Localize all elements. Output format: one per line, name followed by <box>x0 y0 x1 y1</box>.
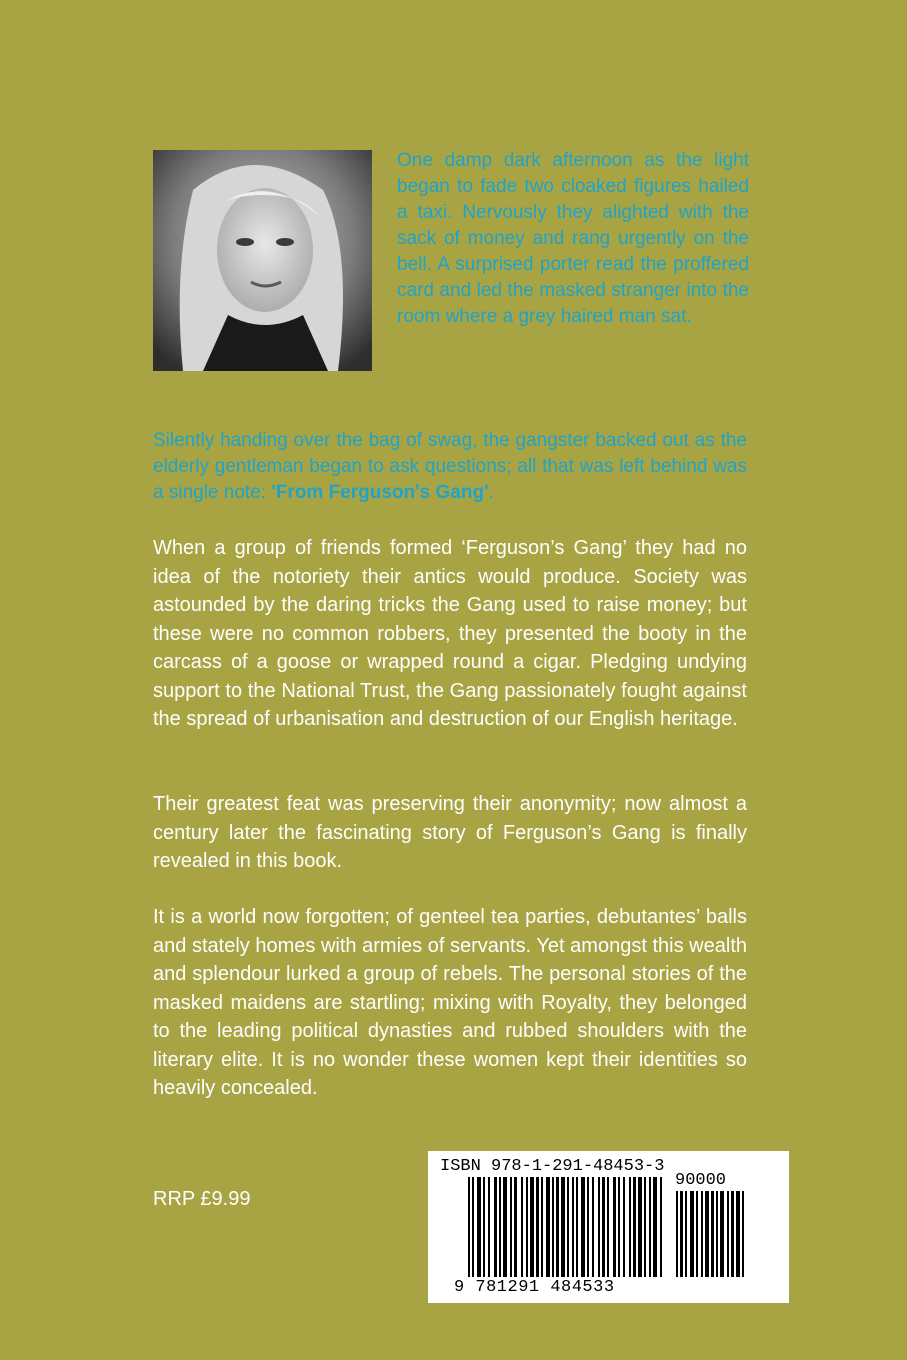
intro-paragraph: One damp dark afternoon as the light began to fade two cloaked figures hailed a taxi. Nervously they alighted with the sack of money and rang urgently on the bell. A surprised porter read the proffered card and led the masked stranger into the room where a grey haired man sat. <box>397 150 749 327</box>
isbn-label: ISBN 978-1-291-48453-3 <box>440 1157 665 1176</box>
swag-text: Silently handing over the bag of swag, the gangster backed out as the elderly gentleman began to ask questions; all that was left behind was a single note: <box>153 430 747 503</box>
price-label: RRP £9.99 <box>153 1188 251 1210</box>
swag-end: . <box>488 482 494 503</box>
isbn-barcode <box>428 1151 789 1303</box>
addon-barcode-bars <box>676 1191 771 1281</box>
ferguson-note: 'From Ferguson's Gang' <box>271 482 489 503</box>
author-portrait-illustration <box>153 150 372 371</box>
body-paragraph-3: It is a world now forgotten; of genteel tea parties, debutantes’ balls and stately homes with armies of servants. Yet amongst this wealth and splendour lurked a group of rebels. The personal stories of the masked maidens are startling; mixing with Royalty, they belonged to the leading political dynasties and rubbed shoulders with the literary elite. It is no wonder these women kept their identities so heavily concealed. <box>153 906 747 1099</box>
author-photo <box>153 150 372 371</box>
body-paragraph-2: Their greatest feat was preserving their anonymity; now almost a century later the fascinating story of Ferguson’s Gang is finally revealed in this book. <box>153 793 747 872</box>
swag-paragraph <box>153 428 747 506</box>
ean-digits: 9 781291 484533 <box>454 1278 615 1297</box>
ean-barcode-bars <box>468 1177 668 1281</box>
body-paragraph-1: When a group of friends formed ‘Ferguson’s Gang’ they had no idea of the notoriety their antics would produce. Society was astounded by the daring tricks the Gang used to raise money; but these were no common robbers, they presented the booty in the carcass of a goose or wrapped round a cigar. Pledging undying support to the National Trust, the Gang passionately fought against the spread of urbanisation and destruction of our English heritage. <box>153 537 747 730</box>
price-addon-code: 90000 <box>675 1171 727 1190</box>
